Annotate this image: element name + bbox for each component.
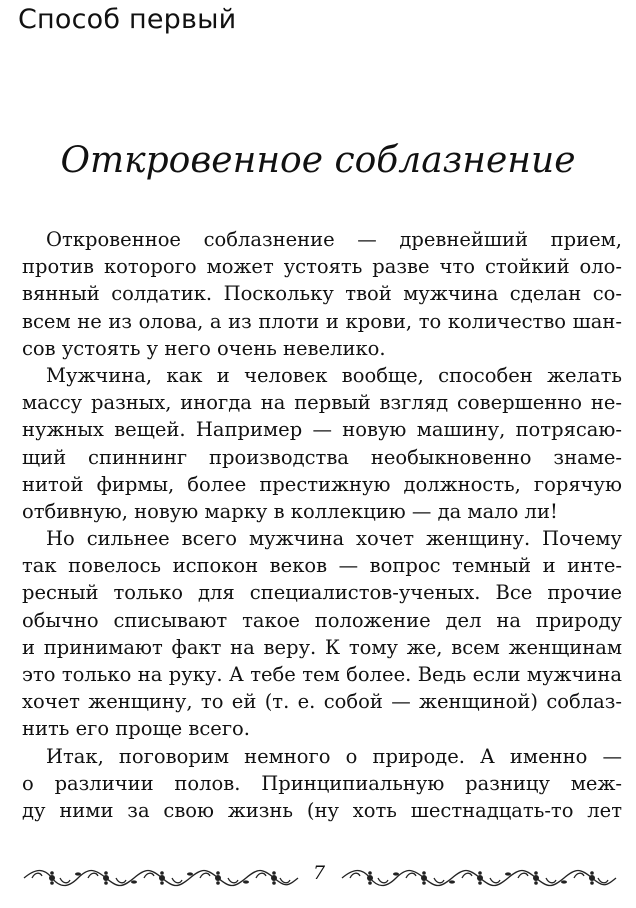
text-line: против которого может устоять разве что стойкий оло- — [22, 255, 622, 279]
text-line: это только на руку. А тебе тем более. Ведь если мужчина — [22, 663, 622, 686]
text-line: всем не из олова, а из плоти и крови, то количество шан- — [22, 309, 622, 333]
floral-ornament-right — [340, 864, 618, 892]
text-line: нить его проще всего. — [22, 717, 250, 741]
text-line: хочет женщину, то ей (т. е. собой — женщиной) соблаз- — [22, 690, 622, 714]
running-head: Способ первый — [18, 4, 237, 35]
text-line: обычно списывают такое положение дел на природу — [22, 608, 622, 632]
page-number: 7 — [312, 862, 326, 884]
text-line: щий спиннинг производства необыкновенно знаме- — [22, 445, 622, 469]
text-line: ресный только для специалистов-ученых. Все прочие — [22, 581, 622, 605]
floral-ornament-left — [22, 864, 300, 892]
text-line: Итак, поговорим немного о природе. А именно — — [46, 744, 622, 768]
text-line: так повелось испокон веков — вопрос темный и инте- — [22, 554, 622, 578]
body-text — [22, 226, 622, 824]
text-line: массу разных, иногда на первый взгляд совершенно не- — [22, 391, 622, 415]
page-footer — [0, 860, 636, 894]
text-line: нужных вещей. Например — новую машину, потрясаю- — [22, 418, 622, 442]
text-line: отбивную, новую марку в коллекцию — да мало ли! — [22, 499, 558, 523]
chapter-title: Откровенное соблазнение — [60, 140, 576, 181]
text-line: Мужчина, как и человек вообще, способен желать — [46, 363, 622, 387]
text-line: сов устоять у него очень невелико. — [22, 336, 386, 360]
text-line: и принимают факт на веру. К тому же, всем женщинам — [22, 635, 622, 659]
text-line: ду ними за свою жизнь (ну хоть шестнадцать-то лет — [22, 798, 622, 822]
text-line: вянный солдатик. Поскольку твой мужчина сделан со- — [22, 282, 622, 306]
text-line: Но сильнее всего мужчина хочет женщину. Почему — [46, 527, 622, 551]
text-line: Откровенное соблазнение — древнейший прием, — [46, 228, 622, 251]
text-line: о различии полов. Принципиальную разницу меж- — [22, 771, 622, 795]
text-line: нитой фирмы, более престижную должность, горячую — [22, 472, 622, 496]
